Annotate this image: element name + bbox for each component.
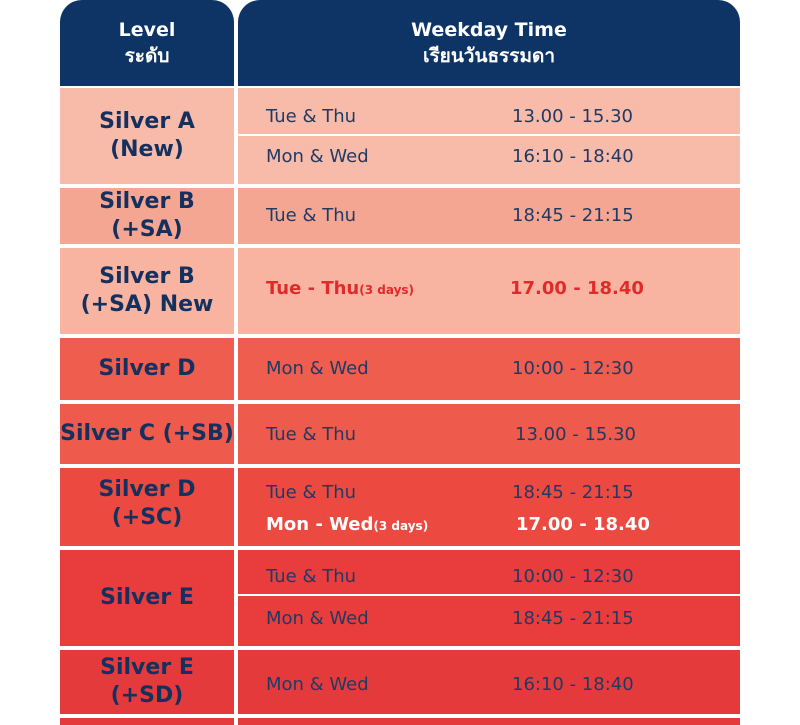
row-divider (238, 594, 740, 596)
header-time-en: Weekday Time (411, 19, 567, 41)
schedule-day: Mon - Wed (266, 514, 374, 535)
schedule-time: 13.00 - 15.30 (512, 106, 633, 127)
schedule-day: Mon & Wed (266, 146, 369, 167)
header-weekday-time (238, 0, 740, 86)
level-cell (60, 404, 234, 464)
schedule-day: Tue & Thu (266, 106, 357, 127)
level-cell (60, 338, 234, 400)
schedule-time: 18:45 - 21:15 (512, 608, 634, 629)
level-cell (60, 650, 234, 714)
level-name: Silver E (100, 585, 194, 610)
schedule-day: Tue & Thu (266, 205, 357, 226)
level-cell (60, 88, 234, 184)
schedule-day: Mon & Wed (266, 358, 369, 379)
schedule-time: 13.00 - 15.30 (515, 424, 636, 445)
schedule-time: 10:00 - 12:30 (512, 566, 634, 587)
time-cell (238, 404, 740, 464)
schedule-time: 16:10 - 18:40 (512, 146, 634, 167)
level-name: Silver B (99, 264, 195, 289)
level-cell (60, 248, 234, 334)
time-cell-next (238, 718, 740, 725)
level-cell (60, 468, 234, 546)
level-cell (60, 550, 234, 646)
schedule-day: Mon & Wed (266, 674, 369, 695)
schedule-day: Tue - Thu (266, 278, 360, 299)
time-cell (238, 550, 740, 646)
schedule-time: 17.00 - 18.40 (516, 514, 650, 535)
schedule-day: Tue & Thu (266, 424, 357, 445)
level-cell-next (60, 718, 234, 725)
level-cell (60, 188, 234, 244)
level-name: Silver E (+SD) (100, 655, 194, 708)
header-level-th: ระดับ (124, 45, 170, 67)
header-level (60, 0, 234, 86)
level-name: Silver D (+SC) (98, 477, 196, 530)
time-cell (238, 88, 740, 184)
schedule-day-note: (3 days) (359, 283, 415, 297)
time-cell (238, 650, 740, 714)
row-divider (238, 134, 740, 136)
header-level-en: Level (118, 19, 176, 41)
level-name: Silver D (98, 356, 196, 381)
schedule-day: Tue & Thu (266, 482, 357, 503)
schedule-time: 16:10 - 18:40 (512, 674, 634, 695)
level-name: Silver A (99, 109, 195, 134)
schedule-day: Mon & Wed (266, 608, 369, 629)
level-name: Silver B (+SA) (99, 189, 195, 242)
schedule-time: 17.00 - 18.40 (510, 278, 644, 299)
schedule-time: 18:45 - 21:15 (512, 205, 634, 226)
schedule-time: 18:45 - 21:15 (512, 482, 634, 503)
time-cell (238, 338, 740, 400)
schedule-time: 10:00 - 12:30 (512, 358, 634, 379)
time-cell (238, 248, 740, 334)
level-name-suffix: (New) (110, 137, 184, 162)
schedule-day-note: (3 days) (373, 519, 429, 533)
schedule-day: Tue & Thu (266, 566, 357, 587)
level-name-suffix: (+SA) New (80, 292, 214, 317)
time-cell (238, 188, 740, 244)
level-name: Silver C (+SB) (60, 421, 234, 446)
header-time-th: เรียนวันธรรมดา (422, 45, 556, 67)
time-cell (238, 468, 740, 546)
